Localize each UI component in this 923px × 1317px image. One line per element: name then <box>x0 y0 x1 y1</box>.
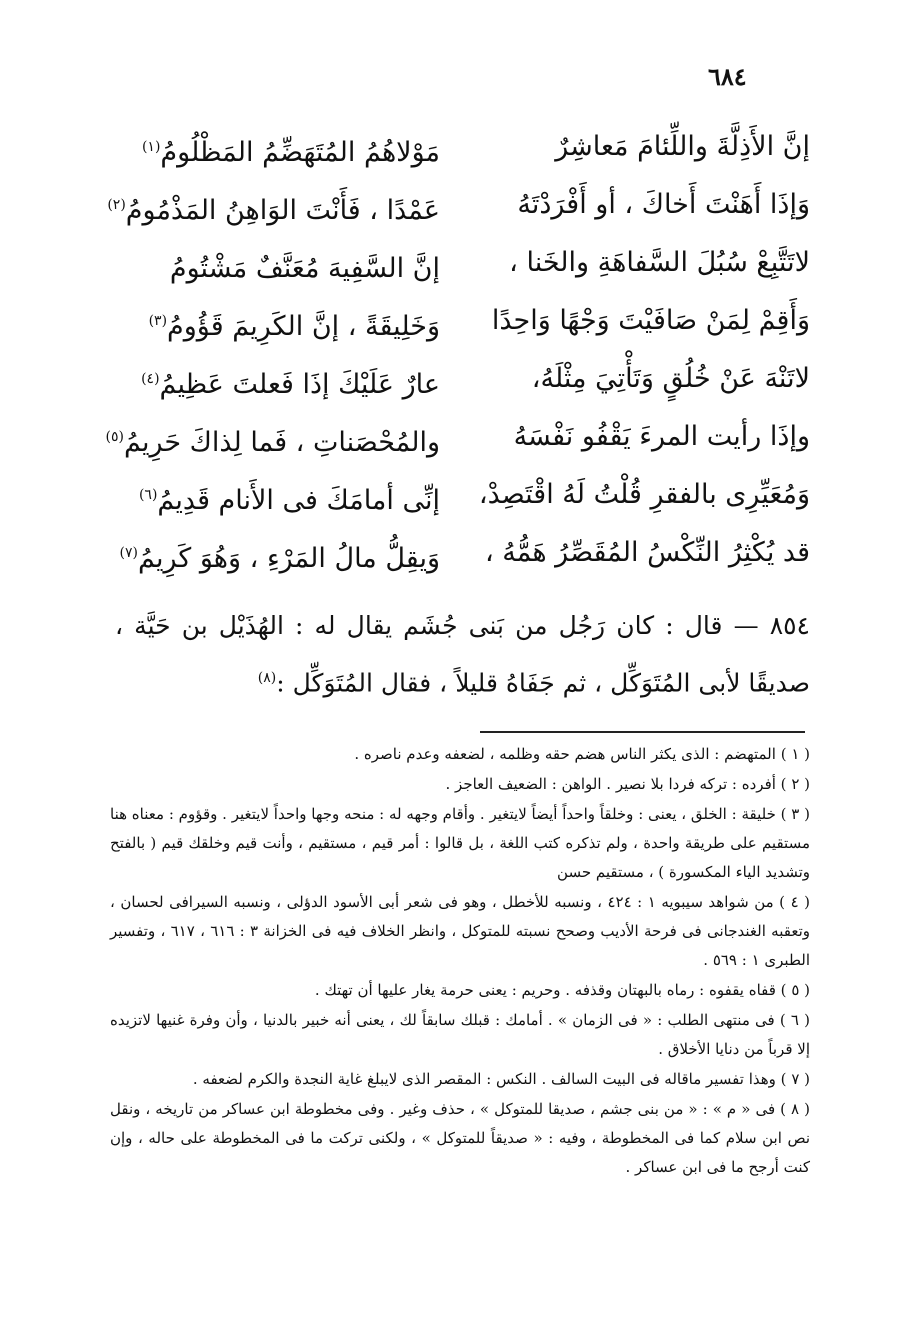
verse-line <box>107 180 810 238</box>
verse-first-hemistich: لاتَنْهَ عَنْ خُلُقٍ وَتَأْتِيَ مِثْلَهُ، <box>531 363 810 394</box>
footnote-reference: (٤) <box>141 371 160 387</box>
footnote-reference: (٣) <box>148 313 168 329</box>
page-number: ٦٨٤ <box>708 62 747 91</box>
verse-second-text: إنَّ السَّفِيهَ مُعَنَّفٌ مَشْتُومُ <box>169 253 440 284</box>
poem-verses <box>105 122 810 586</box>
verse-first-hemistich: إنَّ الأَذِلَّةَ واللِّئامَ مَعاشِرٌ <box>555 131 810 162</box>
footnote-reference: (٦) <box>138 487 158 503</box>
footnote: ( ٧ ) وهذا تفسير ماقاله فى البيت السالف . النكس : المقصر الذى لايبلغ غاية النجدة والكرم لضعفه . <box>192 1070 810 1088</box>
footnotes <box>110 740 810 1183</box>
verse-second-text: وَخَلِيقَةً ، إنَّ الكَرِيمَ قَؤُومُ <box>167 311 440 342</box>
verse-first-hemistich: قد يُكْثِرُ النِّكْسُ المُقَصِّرُ هَمُّهُ ، <box>484 537 810 568</box>
verse-second-hemistich <box>110 296 440 352</box>
verse-line <box>105 412 810 470</box>
verse-second-hemistich <box>110 528 440 584</box>
footnote: ( ٢ ) أفرده : تركه فردا بلا نصير . الواهن : الضعيف العاجز . <box>445 775 810 793</box>
verse-second-text: وَيقِلُّ مالُ المَرْءِ ، وَهُوَ كَرِيمُ <box>138 543 440 574</box>
footnote: ( ٦ ) فى منتهى الطلب : « فى الزمان » . أمامك : قبلك سابقاً لك ، يعنى أنه خبير بالدنيا ، وأن وفرة غنيها لاتزيده إلا قرباً من دنايا الأخلاق . <box>110 1011 811 1058</box>
verse-second-text: إنِّى أمامَكَ فى الأَنام قَدِيمُ <box>157 485 440 516</box>
verse-second-hemistich <box>110 470 440 526</box>
footnote-reference: (٢) <box>107 197 126 213</box>
footnote-reference: (٧) <box>119 545 139 561</box>
footnote: ( ٨ ) فى « م » : « من بنى جشم ، صديقا للمتوكل » ، حذف وغير . وفى مخطوطة ابن عساكر من تاريخه ، ونقل نص ابن سلام كما فى المخطوطة ، وفيه : « صديقاً للمتوكل » ، ولكنى تركت ما فى المخطوطة على حاله ، وإن كنت أرجح ما فى ابن عساكر . <box>110 1100 810 1176</box>
narrative-paragraph <box>115 600 810 709</box>
verse-second-text: مَوْلاهُمُ المُتَهَضِّمُ المَظْلُومُ <box>160 137 440 168</box>
verse-second-hemistich <box>107 180 440 236</box>
verse-line <box>110 238 810 296</box>
footnote-reference: (٨) <box>257 670 277 686</box>
verse-second-hemistich <box>105 412 440 468</box>
verse-second-text: والمُحْصَناتِ ، فَما لِذاكَ حَرِيمُ <box>123 427 440 458</box>
verse-second-text: عَمْدًا ، فَأَنْتَ الوَاهِنُ المَذْمُومُ <box>125 195 440 226</box>
verse-second-hemistich <box>110 354 440 410</box>
footnote: ( ٤ ) من شواهد سيبويه ١ : ٤٢٤ ، ونسبه للأخطل ، وهو فى شعر أبى الأسود الدؤلى ، ونسبه السيرافى لحسان ، وتعقبه الغندجانى فى فرحة الأديب وصحح نسبته للمتوكل ، وانظر الخلاف فيه فى الخزانة ٣ : ٦١٦ ، ٦١٧ ، وتفسير الطبرى ١ : ٥٦٩ . <box>110 893 810 969</box>
footnote-divider <box>480 731 805 733</box>
verse-line <box>110 296 810 354</box>
narrative-text: ٨٥٤ — قال : كان رَجُل من بَنى جُشَم يقال له : الهُذَيْل بن حَيَّة ، صديقًا لأبى المُتَوَكِّل ، ثم جَفَاهُ قليلاً ، فقال المُتَوَكِّل : <box>115 611 810 698</box>
verse-line <box>110 470 810 528</box>
verse-second-hemistich <box>110 122 440 178</box>
verse-line <box>110 122 810 180</box>
footnote: ( ٥ ) قفاه يقفوه : رماه بالبهتان وقذفه . وحريم : يعنى حرمة يغار عليها أن تهتك . <box>314 981 810 999</box>
verse-first-hemistich: وَأَقِمْ لِمَنْ صَافَيْتَ وَجْهًا وَاحِدًا <box>491 305 810 336</box>
verse-second-hemistich <box>110 238 440 294</box>
verse-second-text: عارٌ عَلَيْكَ إذَا فَعلتَ عَظِيمُ <box>159 369 440 400</box>
verse-first-hemistich: وَمُعَيِّرِى بالفقرِ قُلْتُ لَهُ اقْتَصِدْ، <box>478 479 810 510</box>
verse-line <box>110 354 810 412</box>
verse-first-hemistich: لاتَتَّبِعْ سُبُلَ السَّفاهَةِ والخَنا ، <box>509 247 810 278</box>
footnote-reference: (١) <box>141 139 161 155</box>
verse-first-hemistich: وَإذَا أَهَنْتَ أَخاكَ ، أو أَفْرَدْتَهُ <box>517 189 810 220</box>
verse-first-hemistich: وإذَا رأيت المرءَ يَقْفُو نَفْسَهُ <box>513 421 810 452</box>
footnote-reference: (٥) <box>105 429 124 445</box>
verse-line <box>110 528 810 586</box>
footnote: ( ١ ) المتهضم : الذى يكثر الناس هضم حقه وظلمه ، لضعفه وعدم ناصره . <box>354 745 810 763</box>
footnote: ( ٣ ) خليقة : الخلق ، يعنى : وخلقاً واحداً أيضاً لايتغير . وأقام وجهه له : منحه وجها واحداً لايتغير . وقؤوم : معناه هنا مستقيم على طريقة واحدة ، ولم تذكره كتب اللغة ، بل قالوا : أمر قيم ، مستقيم ، وأنت قيم وخلقك قيم ( بالفتح وتشديد الياء المكسورة ) ، مستقيم حسن <box>110 805 811 881</box>
